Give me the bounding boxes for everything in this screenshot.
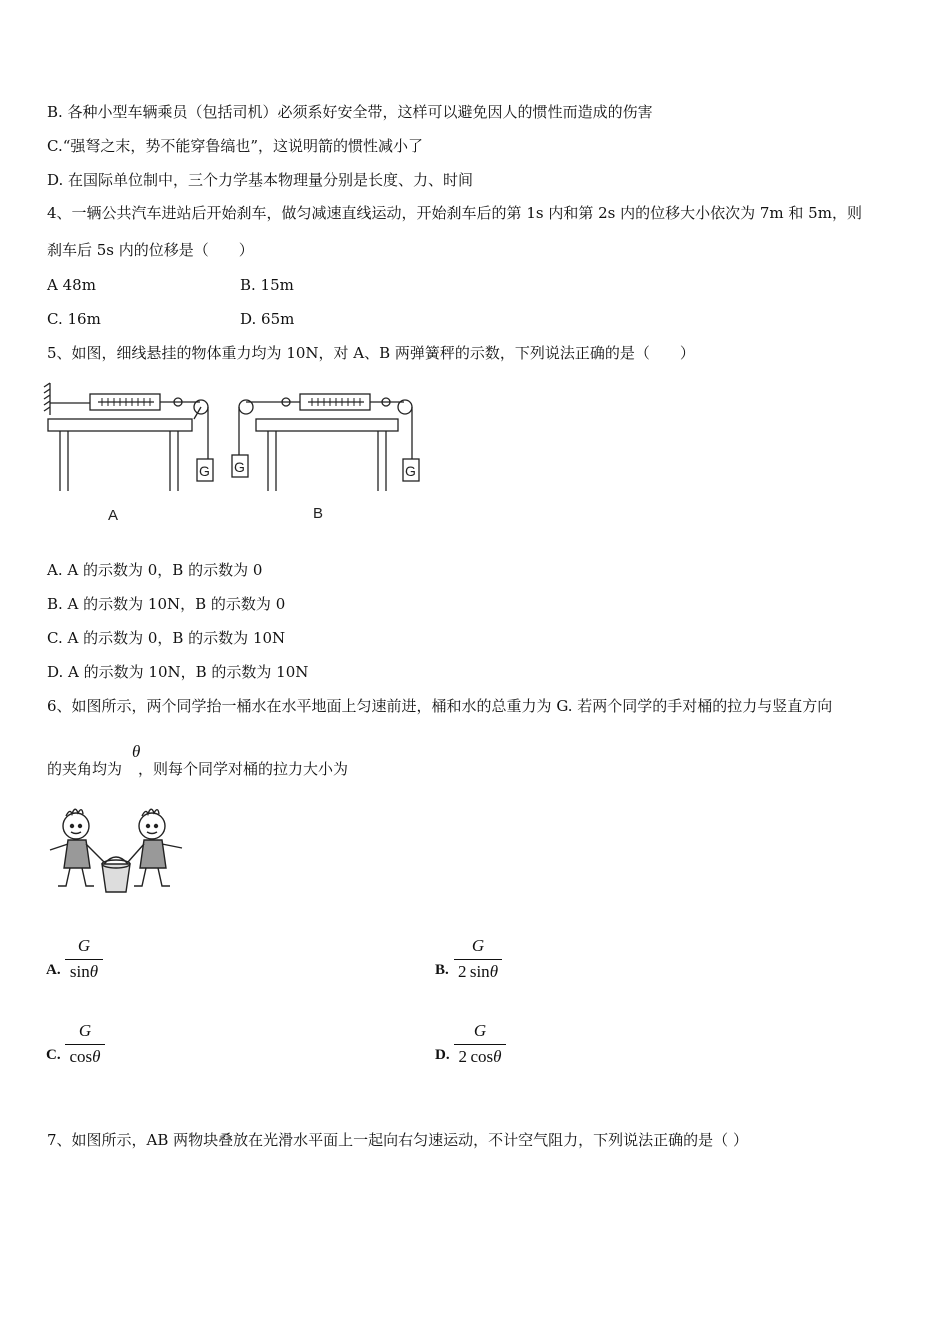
- q6-option-d-numerator: G: [473, 1021, 487, 1040]
- q6-option-a-label: A.: [46, 962, 61, 978]
- q5-option-d: D. A 的示数为 10N，B 的示数为 10N: [47, 663, 309, 681]
- q4-option-a: A 48m: [47, 276, 96, 294]
- q4-stem-line2: 刹车后 5s 内的位移是（ ）: [47, 241, 254, 259]
- q6-option-c-label: C.: [46, 1047, 61, 1063]
- weight-label-b-left: G: [234, 459, 245, 475]
- q6-option-a-fraction: [64, 936, 104, 986]
- q5-spring-balance-figure: [40, 375, 440, 535]
- q4-option-d: D. 65m: [240, 310, 295, 328]
- q3-option-c: C.“强弩之末，势不能穿鲁缟也”，这说明箭的惯性减小了: [47, 137, 424, 155]
- q6-option-d-label: D.: [435, 1047, 450, 1063]
- q6-option-a-denominator: sinθ: [69, 962, 99, 981]
- q6-option-c-numerator: G: [78, 1021, 92, 1040]
- q6-option-c-denominator: cosθ: [69, 1047, 101, 1066]
- q7-stem: 7、如图所示，AB 两物块叠放在光滑水平面上一起向右匀速运动，不计空气阻力，下列说法正确的是（ ）: [47, 1131, 748, 1149]
- q3-option-b: B. 各种小型车辆乘员（包括司机）必须系好安全带，这样可以避免因人的惯性而造成的伤害: [47, 103, 653, 121]
- table-b: [256, 419, 398, 431]
- q6-option-d-denominator: 2 cosθ: [458, 1047, 502, 1066]
- q5-option-b: B. A 的示数为 10N，B 的示数为 0: [47, 595, 286, 613]
- q6-option-b-denominator: 2 sinθ: [457, 962, 499, 981]
- q6-stem-line1: 6、如图所示，两个同学抬一桶水在水平地面上匀速前进，桶和水的总重力为 G. 若两个同学的手对桶的拉力与竖直方向: [47, 697, 833, 715]
- q6-option-b-fraction: [453, 936, 503, 986]
- q4-stem-line1: 4、一辆公共汽车进站后开始刹车，做匀减速直线运动，开始刹车后的第 1s 内和第 2s 内的位移大小依次为 7m 和 5m，则: [47, 204, 862, 222]
- q5-option-c: C. A 的示数为 0，B 的示数为 10N: [47, 629, 286, 647]
- figure-caption-b: B: [313, 505, 324, 522]
- q6-stem-line2-post: ，则每个同学对桶的拉力大小为: [138, 760, 349, 778]
- q6-theta-symbol: θ: [132, 742, 141, 761]
- q6-stem-line2: [47, 759, 348, 779]
- weight-label-a: G: [199, 463, 210, 479]
- table-a: [48, 419, 192, 431]
- q6-option-d-fraction: [453, 1021, 507, 1071]
- pulley-b-right: [398, 400, 412, 414]
- q6-two-students-bucket-figure: [46, 806, 191, 898]
- q4-option-b: B. 15m: [240, 276, 294, 294]
- q6-stem-line2-pre: 的夹角均为: [47, 760, 123, 778]
- q5-stem: 5、如图，细线悬挂的物体重力均为 10N，对 A、B 两弹簧秤的示数，下列说法正确的是（ ）: [47, 344, 695, 362]
- q6-option-b-label: B.: [435, 962, 449, 978]
- q6-option-c-fraction: [64, 1021, 106, 1071]
- weight-label-b-right: G: [405, 463, 416, 479]
- q3-option-d: D. 在国际单位制中，三个力学基本物理量分别是长度、力、时间: [47, 171, 474, 189]
- q4-option-c: C. 16m: [47, 310, 101, 328]
- q6-option-a-numerator: G: [77, 936, 91, 955]
- q5-option-a: A. A 的示数为 0，B 的示数为 0: [47, 561, 263, 579]
- q6-option-b-numerator: G: [471, 936, 485, 955]
- figure-caption-a: A: [108, 507, 119, 524]
